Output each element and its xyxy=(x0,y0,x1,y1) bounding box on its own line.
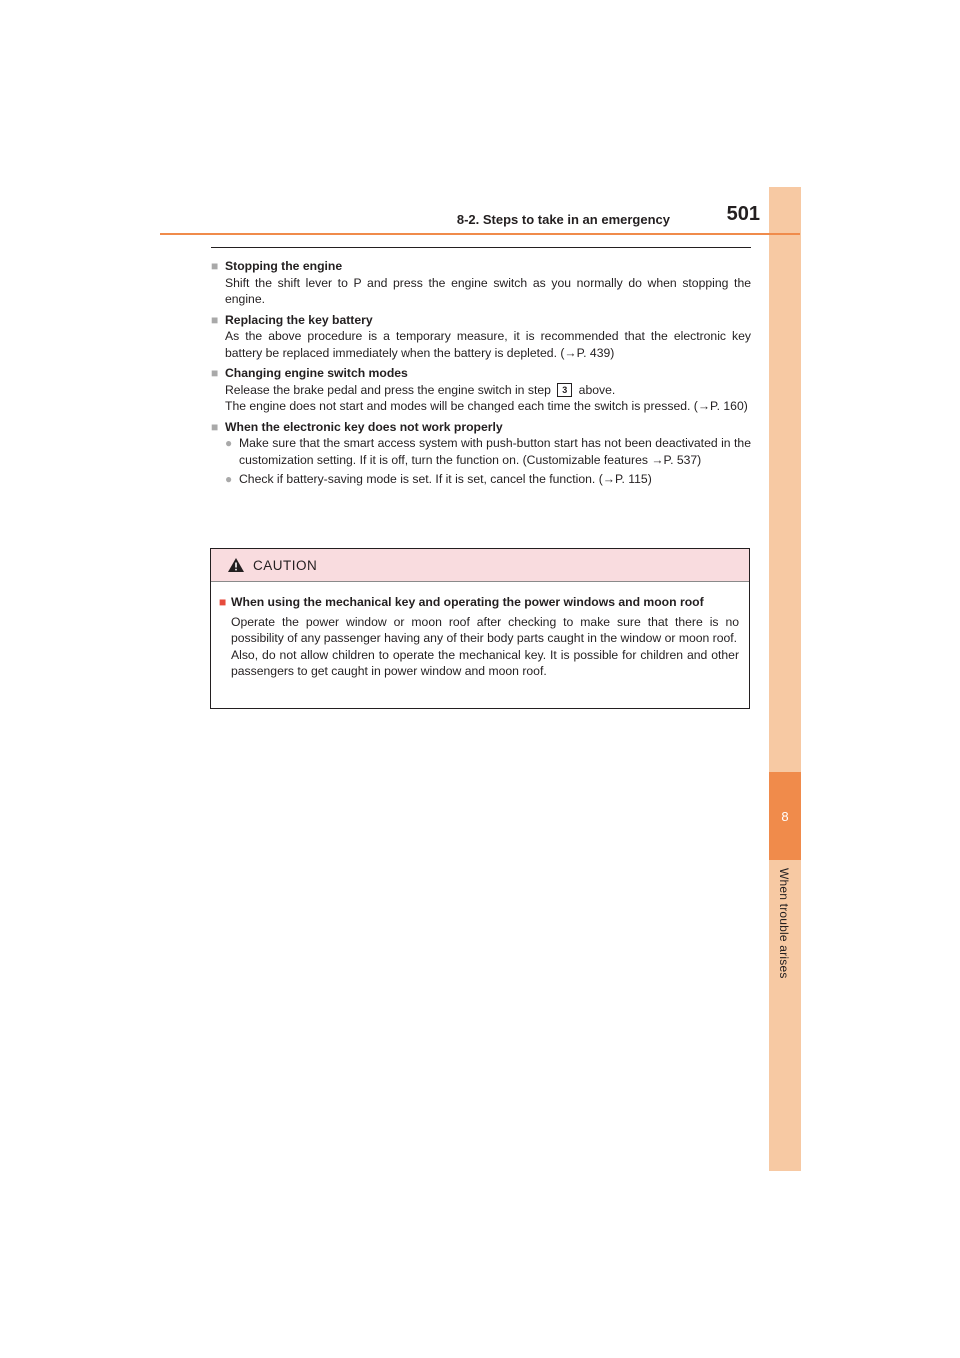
chapter-side-tab xyxy=(769,187,801,1171)
section-stopping-engine xyxy=(211,258,751,308)
dot-bullet-icon: ● xyxy=(225,436,233,450)
main-content xyxy=(211,258,751,492)
square-bullet-icon: ■ xyxy=(219,595,227,609)
page-header xyxy=(160,203,800,235)
section-body: As the above procedure is a temporary measure, it is recommended that the electronic key battery be replaced immediately when the battery is depleted. (→P. 439) xyxy=(225,329,751,360)
dot-bullet-icon: ● xyxy=(225,472,233,486)
square-bullet-icon: ■ xyxy=(211,366,219,380)
warning-triangle-icon xyxy=(227,557,245,573)
section-body: Shift the shift lever to P and press the engine switch as you normally do when stopping the engine. xyxy=(225,275,751,306)
caution-paragraph: Operate the power window or moon roof after checking to make sure that there is no possibility of any passenger having any of their body parts caught in the window or moon roof. xyxy=(231,614,739,645)
section-body xyxy=(211,382,751,415)
square-bullet-icon: ■ xyxy=(211,312,219,327)
list-item-text: Make sure that the smart access system with push-button start has not been deactivated in the customization setting. If it is off, turn the function on. (Customizable features →P. 537) xyxy=(239,436,751,467)
content-divider xyxy=(211,247,751,248)
section-electronic-key-problem xyxy=(211,419,751,488)
section-heading: Changing engine switch modes xyxy=(225,366,408,380)
caution-title: When using the mechanical key and operating the power windows and moon roof xyxy=(231,595,704,609)
caution-paragraph: Also, do not allow children to operate the mechanical key. It is possible for children and other passengers to get caught in power window and moon roof. xyxy=(231,647,739,678)
section-heading: When the electronic key does not work properly xyxy=(225,419,503,434)
section-changing-switch-modes xyxy=(211,365,751,415)
list-item xyxy=(211,435,751,468)
section-body-line: The engine does not start and modes will be changed each time the switch is pressed. (→P. 160) xyxy=(225,399,748,413)
page-number: 501 xyxy=(726,203,760,225)
list-item xyxy=(211,471,751,488)
square-bullet-icon: ■ xyxy=(211,419,219,434)
step-text-before: Release the brake pedal and press the engine switch in step xyxy=(225,382,551,397)
list-item-text: Check if battery-saving mode is set. If it is set, cancel the function. (→P. 115) xyxy=(239,472,652,486)
caution-header xyxy=(211,549,749,582)
section-heading: Replacing the key battery xyxy=(225,312,373,327)
chapter-label: When trouble arises xyxy=(777,868,791,979)
section-title: 8-2. Steps to take in an emergency xyxy=(456,212,670,227)
square-bullet-icon: ■ xyxy=(211,259,219,273)
step-number-badge: 3 xyxy=(557,383,572,397)
section-replacing-key-battery xyxy=(211,312,751,362)
section-heading: Stopping the engine xyxy=(225,259,343,273)
step-text-after: above. xyxy=(578,382,616,397)
chapter-number-tab[interactable]: 8 xyxy=(769,772,801,860)
caution-body xyxy=(211,582,749,680)
caution-label: CAUTION xyxy=(253,557,318,573)
caution-box xyxy=(210,548,750,709)
